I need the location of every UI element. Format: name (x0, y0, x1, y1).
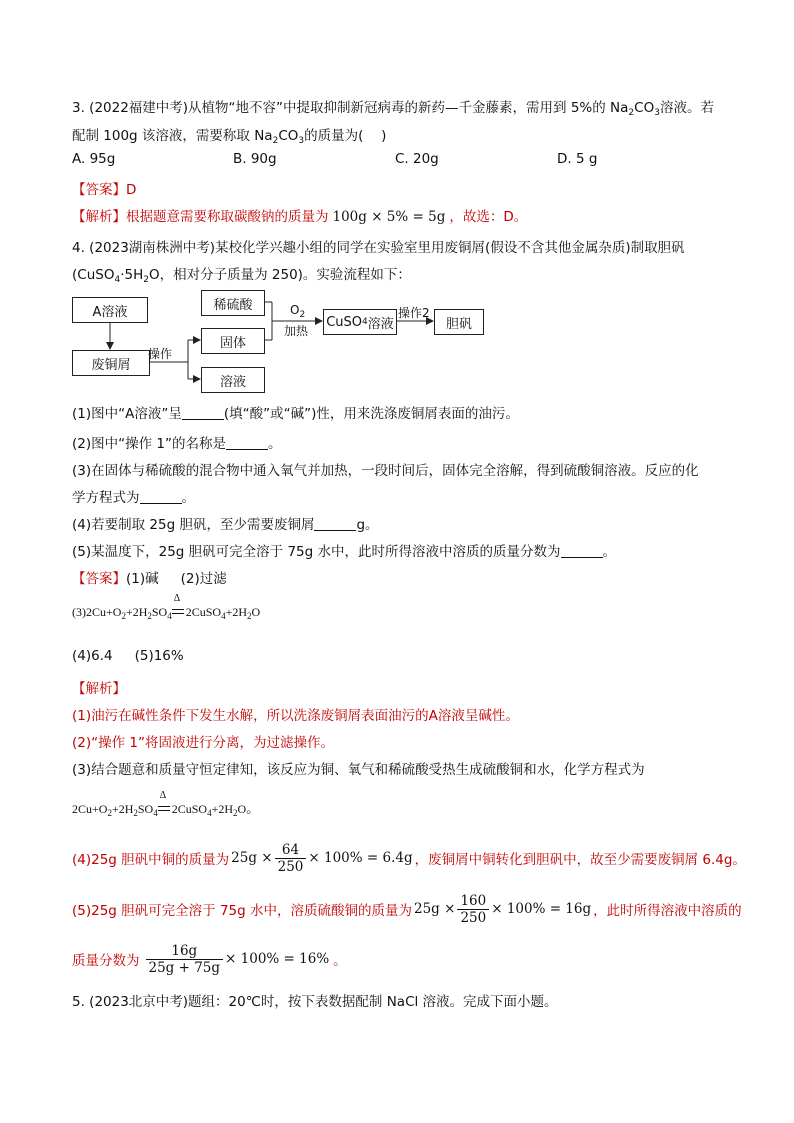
answer-label: 【答案】 (72, 571, 126, 587)
label-operation-2: 操作2 (398, 306, 430, 320)
q4-sub4 (72, 513, 379, 533)
subscript: 2 (121, 611, 126, 621)
q3-text: 配制 100g 该溶液，需要称取 Na (72, 128, 273, 144)
numerator: 64 (281, 841, 300, 858)
q4-text: ·5H (120, 267, 144, 283)
answer-5: (5)16% (134, 648, 184, 664)
option-a: A. 95g (72, 151, 116, 167)
analysis-text: ，故选：D。 (449, 209, 528, 225)
q4-sub1 (72, 402, 519, 422)
q4-stem-line1: 4. (2023湖南株洲中考)某校化学兴趣小组的同学在实验室里用废铜屑(假设不含其他金属杂质)制取胆矾 (72, 240, 685, 256)
box-bluestone: 胆矾 (434, 309, 484, 335)
math-text: 25g × (414, 901, 456, 917)
q4-analysis-5 (72, 887, 742, 931)
q4-text: (填“酸”或“碱”)性，用来洗涤废铜屑表面的油污。 (223, 406, 519, 422)
q4-analysis-label (72, 677, 126, 697)
eq-text: 2Cu+O (86, 605, 122, 619)
denominator: 250 (275, 858, 307, 875)
q4-analysis-1: (1)油污在碱性条件下发生水解，所以洗涤废铜屑表面油污的A溶液呈碱性。 (72, 708, 519, 724)
q4-answer-line1 (72, 567, 227, 587)
q4-text: (CuSO (72, 267, 115, 283)
box-waste-copper: 废铜屑 (72, 350, 150, 376)
o2-text: O (290, 303, 300, 317)
box-solution: 溶液 (201, 367, 265, 393)
label-operation: 操作 (148, 347, 173, 361)
q4-text: O，相对分子质量为 250)。实验流程如下： (148, 267, 411, 283)
q4-text: (5)某温度下，25g 胆矾可完全溶于 75g 水中，此时所得溶液中溶质的质量分数为 (72, 544, 561, 560)
q3-analysis (72, 205, 527, 225)
q3-stem-line1 (72, 96, 714, 118)
eq-text: O (251, 605, 261, 619)
eq-text: O (237, 802, 247, 816)
analysis-text: (5)25g 胆矾可完全溶于 75g 水中，溶质硫酸铜的质量为 (72, 903, 412, 919)
subscript: 4 (207, 808, 212, 818)
subscript: 2 (272, 136, 279, 146)
answer-1: (1)碱 (126, 571, 159, 587)
flow-connectors (0, 0, 794, 400)
answer-2: (2)过滤 (180, 571, 227, 587)
answer-blank[interactable] (561, 545, 603, 558)
q4-analysis-2: (2)“操作 1”将固液进行分离，为过滤操作。 (72, 735, 334, 751)
subscript: 4 (221, 611, 226, 621)
flow-diagram (0, 0, 794, 400)
subscript: 2 (143, 275, 149, 285)
eq-text: SO (151, 605, 168, 619)
subscript: 3 (298, 136, 305, 146)
analysis-text: ，此时所得溶液中溶质的 (593, 903, 742, 919)
fraction (146, 943, 224, 976)
subscript: 4 (153, 808, 158, 818)
label-heat: 加热 (284, 324, 309, 338)
delta-icon: Δ (159, 790, 167, 801)
option-c: C. 20g (395, 151, 439, 167)
q4-stem-line2 (72, 263, 411, 285)
subscript: 4 (167, 611, 172, 621)
q4-sub3-line1: (3)在固体与稀硫酸的混合物中通入氧气并加热，一段时间后，固体完全溶解，得到硫酸铜溶液。反应的化 (72, 463, 699, 479)
q4-text: 。 (268, 436, 282, 452)
q4-sub5 (72, 540, 616, 560)
eq-text: 。 (246, 801, 260, 816)
subscript: 2 (147, 611, 152, 621)
analysis-label: 【解析】 (72, 209, 126, 225)
subscript: 4 (362, 317, 368, 327)
delta-icon: Δ (173, 593, 181, 604)
eq-text: 2CuSO (171, 802, 208, 816)
box-text: 溶液 (367, 316, 394, 332)
q4-text: (4)若要制取 25g 胆矾，至少需要废铜屑 (72, 517, 315, 533)
analysis-text: 质量分数为 (72, 953, 140, 969)
label-o2 (290, 303, 305, 320)
q4-analysis-equation (72, 790, 260, 818)
denominator: 25g + 75g (146, 959, 224, 976)
answer-value: D (126, 182, 137, 198)
math-text: 25g × (231, 850, 273, 866)
math-text: × 100% = 16g (491, 901, 592, 917)
answer-4: (4)6.4 (72, 648, 113, 664)
math-text: × 100% = 16% (225, 951, 330, 967)
heat-equals-sign (172, 593, 186, 620)
q3-answer (72, 178, 136, 198)
q4-text: g。 (356, 517, 379, 533)
subscript: 2 (233, 808, 238, 818)
numerator: 160 (460, 892, 487, 909)
answer-blank[interactable] (314, 518, 356, 531)
box-dilute-acid: 稀硫酸 (201, 290, 265, 316)
answer-blank[interactable] (182, 407, 224, 420)
answer-blank[interactable] (226, 437, 268, 450)
subscript: 4 (114, 275, 121, 285)
box-text: CuSO (326, 314, 363, 330)
q4-answer-line3 (72, 648, 184, 664)
analysis-text: 。 (333, 953, 347, 969)
eq-text: +2H (225, 605, 247, 619)
option-b: B. 90g (233, 151, 277, 167)
box-solid: 固体 (201, 328, 265, 354)
subscript: 3 (654, 108, 660, 118)
box-a-solution: A溶液 (72, 297, 148, 323)
q4-text: 学方程式为 (72, 490, 140, 506)
q4-sub2 (72, 432, 282, 452)
answer-3-prefix: (3) (72, 605, 86, 619)
eq-text: SO (137, 802, 154, 816)
denominator: 250 (457, 909, 489, 926)
eq-text: 2CuSO (185, 605, 222, 619)
answer-label: 【答案】 (72, 182, 126, 198)
q3-text: 的质量为( ) (304, 128, 387, 144)
fraction (457, 893, 489, 926)
q3-text: 溶液。若 (659, 100, 714, 116)
fraction (275, 842, 307, 875)
subscript: 2 (247, 611, 252, 621)
q4-answer-equation (72, 593, 261, 621)
subscript: 2 (107, 808, 112, 818)
eq-text: 2Cu+O (72, 802, 108, 816)
analysis-label: 【解析】 (72, 681, 126, 697)
q4-analysis-4 (72, 836, 746, 880)
subscript: 2 (133, 808, 138, 818)
q3-text: 3. (2022福建中考)从植物“地不容”中提取抑制新冠病毒的新药—千金藤素，需用到 5%的 Na (72, 100, 629, 116)
eq-text: +2H (111, 802, 134, 816)
analysis-text: (4)25g 胆矾中铜的质量为 (72, 852, 230, 868)
q3-text: CO (278, 128, 299, 144)
box-cuso4-solution (323, 309, 397, 335)
eq-text: +2H (125, 605, 148, 619)
q4-text: 。 (602, 544, 616, 560)
option-d: D. 5 g (557, 151, 598, 167)
q4-analysis-3: (3)结合题意和质量守恒定律知，该反应为铜、氧气和稀硫酸受热生成硫酸铜和水，化学方程式为 (72, 762, 645, 778)
q4-sub3-line2 (72, 486, 195, 506)
q5-stem: 5. (2023北京中考)题组：20℃时，按下表数据配制 NaCl 溶液。完成下面小题。 (72, 994, 558, 1010)
numerator: 16g (171, 942, 198, 959)
q4-text: (2)图中“操作 1”的名称是 (72, 436, 226, 452)
analysis-math: 100g × 5% = 5g (332, 209, 446, 225)
answer-blank[interactable] (140, 491, 182, 504)
q3-text: CO (634, 100, 655, 116)
subscript: 2 (628, 108, 635, 118)
q4-analysis-5-cont (72, 937, 347, 981)
heat-equals-sign (158, 790, 172, 817)
analysis-text: 根据题意需要称取碳酸钠的质量为 (126, 209, 329, 225)
math-text: × 100% = 6.4g (308, 850, 413, 866)
q4-text: (1)图中“A溶液”呈 (72, 406, 182, 422)
analysis-text: ，废铜屑中铜转化到胆矾中，故至少需要废铜屑 6.4g。 (414, 852, 746, 868)
q4-text: 。 (181, 490, 195, 506)
q3-stem-line2 (72, 124, 386, 146)
eq-text: +2H (211, 802, 233, 816)
subscript: 2 (299, 310, 306, 320)
